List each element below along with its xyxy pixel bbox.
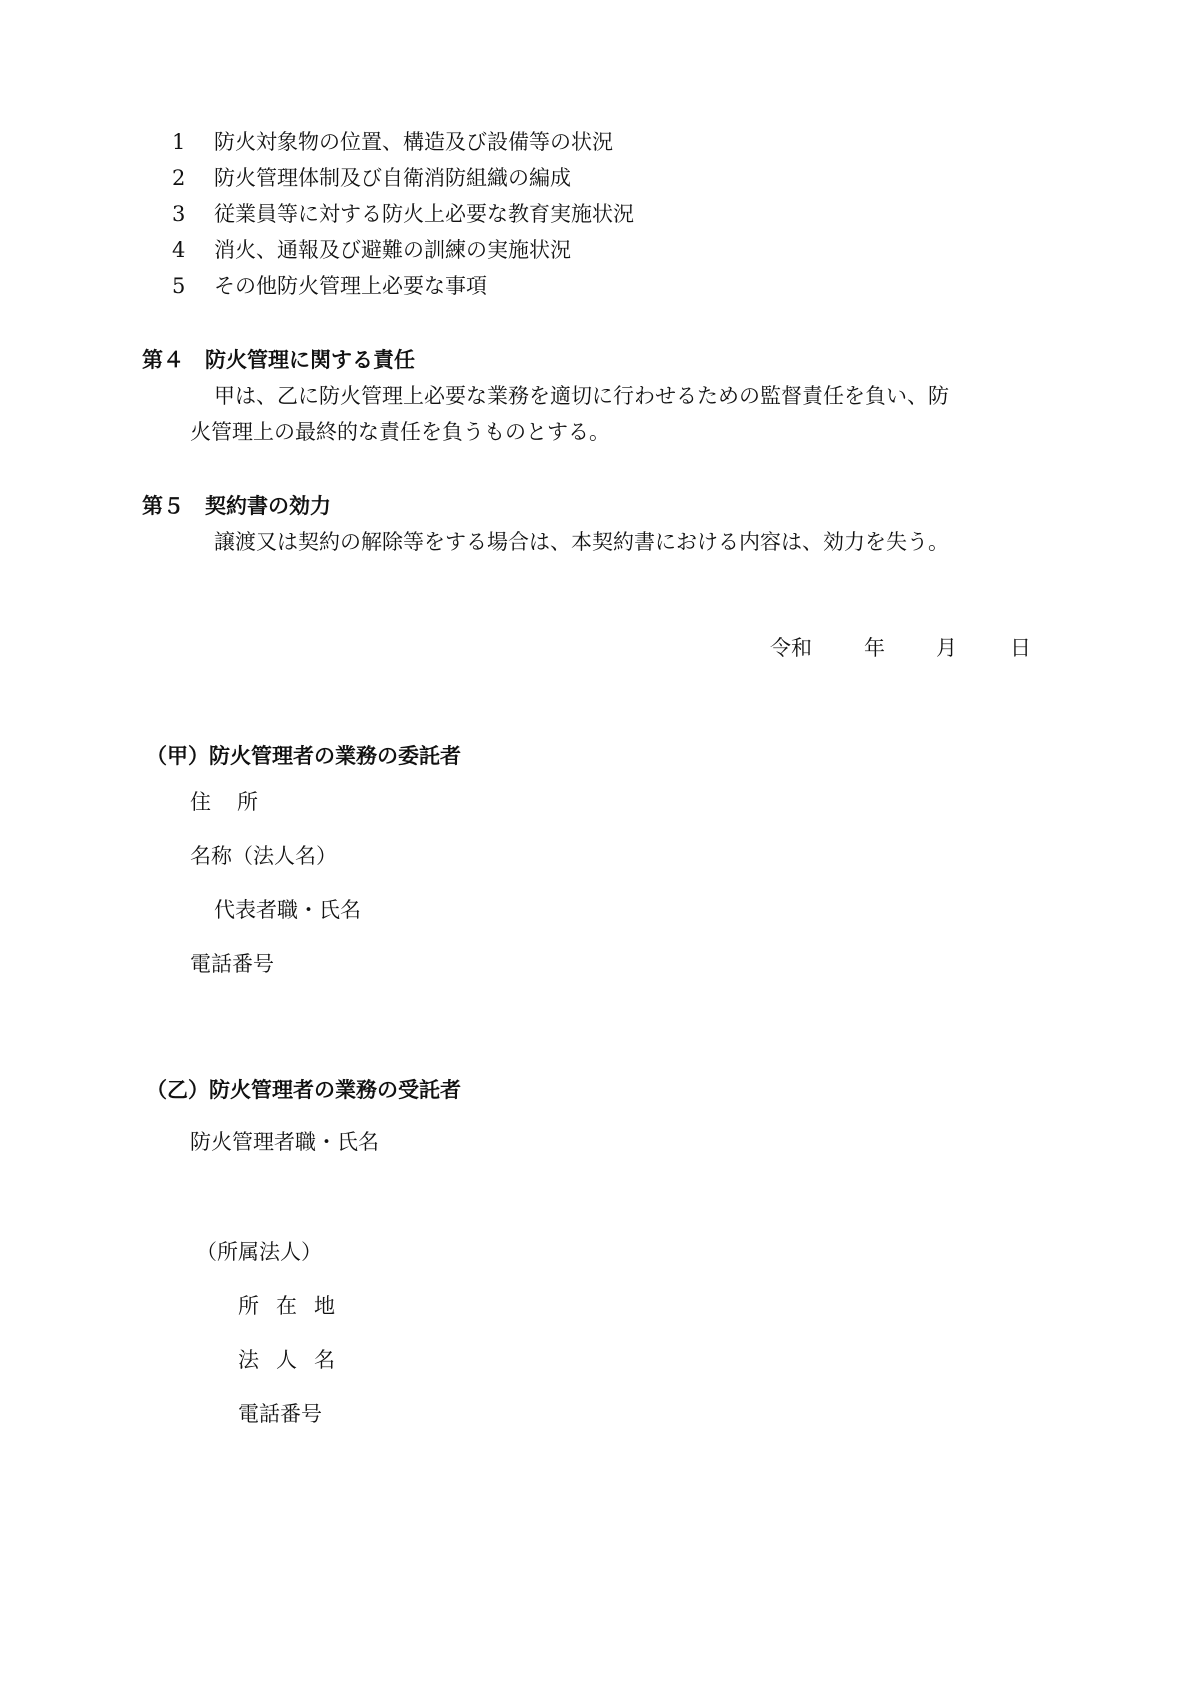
party-a-representative-label: 代表者職・氏名 <box>214 898 361 922</box>
list-text: 従業員等に対する防火上必要な教育実施状況 <box>214 202 634 226</box>
party-b-phone-label: 電話番号 <box>238 1402 322 1426</box>
section4-body-line2: 火管理上の最終的な責任を負うものとする。 <box>190 420 610 444</box>
party-b-affiliation-label: （所属法人） <box>196 1240 322 1264</box>
party-a-address-label: 住所 <box>190 790 284 814</box>
list-item <box>172 132 613 153</box>
date-day: 日 <box>1010 636 1031 660</box>
section5-heading: 第５ 契約書の効力 <box>142 494 331 518</box>
list-number: 2 <box>172 166 186 190</box>
list-item <box>172 240 571 261</box>
date-year: 年 <box>864 636 885 660</box>
list-item <box>172 204 634 225</box>
list-item <box>172 276 487 297</box>
list-text: 防火対象物の位置、構造及び設備等の状況 <box>214 130 613 154</box>
party-b-corp-name-label: 法人名 <box>238 1348 352 1372</box>
section4-body-line1: 甲は、乙に防火管理上必要な業務を適切に行わせるための監督責任を負い、防 <box>214 384 949 408</box>
date-era: 令和 <box>770 636 812 660</box>
date-line <box>0 638 1190 662</box>
party-b-manager-label: 防火管理者職・氏名 <box>190 1130 379 1154</box>
date-month: 月 <box>936 636 957 660</box>
party-b-heading: （乙）防火管理者の業務の受託者 <box>146 1078 461 1102</box>
section4-heading: 第４ 防火管理に関する責任 <box>142 348 415 372</box>
section5-body: 譲渡又は契約の解除等をする場合は、本契約書における内容は、効力を失う。 <box>214 530 949 554</box>
party-a-heading: （甲）防火管理者の業務の委託者 <box>146 744 461 768</box>
list-text: その他防火管理上必要な事項 <box>214 274 487 298</box>
list-number: 5 <box>172 274 186 298</box>
list-number: 4 <box>172 238 186 262</box>
list-item <box>172 168 571 189</box>
party-b-location-label: 所在地 <box>238 1294 352 1318</box>
list-text: 防火管理体制及び自衛消防組織の編成 <box>214 166 571 190</box>
list-text: 消火、通報及び避難の訓練の実施状況 <box>214 238 571 262</box>
list-number: 1 <box>172 130 186 154</box>
party-a-name-label: 名称（法人名） <box>190 844 337 868</box>
list-number: 3 <box>172 202 186 226</box>
party-a-phone-label: 電話番号 <box>190 952 274 976</box>
